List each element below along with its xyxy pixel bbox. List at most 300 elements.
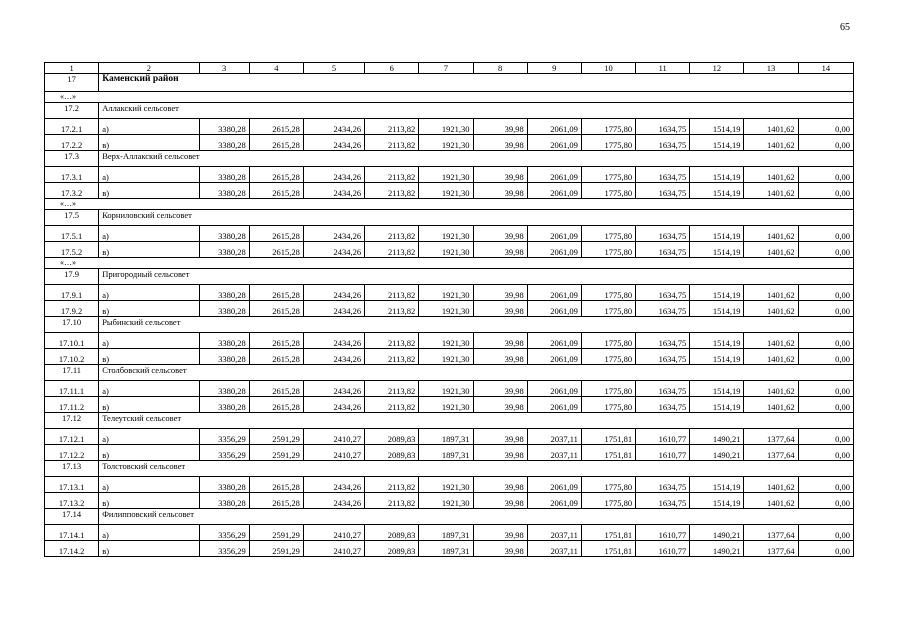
value-cell: 3356,29: [199, 525, 249, 541]
value-cell: 39,98: [473, 493, 527, 509]
value-cell: 1897,31: [419, 525, 473, 541]
value-cell: 0,00: [798, 397, 853, 413]
value-cell: 1775,80: [581, 135, 635, 151]
value-cell: 1775,80: [581, 226, 635, 242]
value-cell: 2061,09: [527, 301, 581, 317]
council-code: 17.10: [45, 317, 99, 333]
value-cell: 1921,30: [419, 381, 473, 397]
value-cell: 1401,62: [744, 301, 798, 317]
value-cell: 39,98: [473, 242, 527, 258]
row-code: 17.10.2: [45, 349, 99, 365]
row-code: 17.9.1: [45, 285, 99, 301]
value-cell: 1751,81: [581, 429, 635, 445]
value-cell: 2615,28: [249, 333, 303, 349]
value-cell: 2434,26: [303, 226, 364, 242]
value-cell: 39,98: [473, 119, 527, 135]
value-cell: 3356,29: [199, 541, 249, 557]
value-cell: 0,00: [798, 381, 853, 397]
row-code: 17.9.2: [45, 301, 99, 317]
value-cell: 1634,75: [636, 119, 690, 135]
council-row: [45, 365, 854, 381]
value-cell: 2410,27: [303, 541, 364, 557]
column-number-header: 8: [473, 63, 527, 74]
value-cell: 1921,30: [419, 226, 473, 242]
table-body: [45, 63, 854, 557]
value-cell: 1897,31: [419, 429, 473, 445]
value-cell: 1377,64: [744, 541, 798, 557]
value-cell: 1401,62: [744, 226, 798, 242]
value-cell: 2113,82: [365, 381, 419, 397]
column-number-header: 7: [419, 63, 473, 74]
value-cell: 3380,28: [199, 349, 249, 365]
row-code: 17.13.1: [45, 477, 99, 493]
value-cell: 0,00: [798, 135, 853, 151]
value-cell: 3380,28: [199, 135, 249, 151]
value-cell: 2037,11: [527, 445, 581, 461]
value-cell: 3380,28: [199, 381, 249, 397]
value-cell: 39,98: [473, 167, 527, 183]
value-cell: 1401,62: [744, 349, 798, 365]
value-cell: 1775,80: [581, 167, 635, 183]
council-name: Телеутский сельсовет: [99, 413, 854, 429]
value-cell: 1634,75: [636, 381, 690, 397]
table-row: [45, 333, 854, 349]
value-cell: 2615,28: [249, 381, 303, 397]
row-code: 17.14.1: [45, 525, 99, 541]
value-cell: 1634,75: [636, 135, 690, 151]
council-code: 17.9: [45, 269, 99, 285]
value-cell: 1775,80: [581, 381, 635, 397]
value-cell: 3380,28: [199, 333, 249, 349]
value-cell: 1514,19: [690, 226, 744, 242]
value-cell: 1401,62: [744, 242, 798, 258]
value-cell: 39,98: [473, 183, 527, 199]
table-row: [45, 119, 854, 135]
ellipsis-marker: «…»: [45, 258, 854, 269]
value-cell: 2615,28: [249, 135, 303, 151]
table-row: [45, 541, 854, 557]
value-cell: 1775,80: [581, 242, 635, 258]
value-cell: 1490,21: [690, 525, 744, 541]
value-cell: 2615,28: [249, 477, 303, 493]
column-number-header: 5: [303, 63, 364, 74]
council-row: [45, 461, 854, 477]
value-cell: 2113,82: [365, 226, 419, 242]
council-code: 17.14: [45, 509, 99, 525]
value-cell: 2615,28: [249, 397, 303, 413]
value-cell: 2061,09: [527, 333, 581, 349]
value-cell: 1897,31: [419, 541, 473, 557]
value-cell: 3356,29: [199, 429, 249, 445]
value-cell: 2615,28: [249, 119, 303, 135]
value-cell: 1514,19: [690, 493, 744, 509]
value-cell: 0,00: [798, 285, 853, 301]
value-cell: 2037,11: [527, 541, 581, 557]
value-cell: 1634,75: [636, 285, 690, 301]
value-cell: 1634,75: [636, 167, 690, 183]
value-cell: 1775,80: [581, 333, 635, 349]
row-code: 17.3.2: [45, 183, 99, 199]
value-cell: 2615,28: [249, 285, 303, 301]
value-cell: 1775,80: [581, 477, 635, 493]
council-code: 17.12: [45, 413, 99, 429]
value-cell: 2037,11: [527, 429, 581, 445]
value-cell: 2615,28: [249, 493, 303, 509]
value-cell: 39,98: [473, 381, 527, 397]
table-row: [45, 525, 854, 541]
value-cell: 1401,62: [744, 493, 798, 509]
value-cell: 1921,30: [419, 333, 473, 349]
council-name: Пригородный сельсовет: [99, 269, 854, 285]
value-cell: 39,98: [473, 285, 527, 301]
page-number: 65: [840, 22, 850, 33]
value-cell: 1921,30: [419, 301, 473, 317]
council-row: [45, 151, 854, 167]
table-row: [45, 477, 854, 493]
row-label: а): [99, 477, 199, 493]
value-cell: 2061,09: [527, 349, 581, 365]
value-cell: 0,00: [798, 493, 853, 509]
row-label: в): [99, 242, 199, 258]
value-cell: 2434,26: [303, 183, 364, 199]
row-label: в): [99, 183, 199, 199]
value-cell: 2061,09: [527, 242, 581, 258]
table-row: [45, 226, 854, 242]
council-row: [45, 509, 854, 525]
row-code: 17.11.2: [45, 397, 99, 413]
ellipsis-row: [45, 92, 854, 103]
value-cell: 0,00: [798, 226, 853, 242]
council-code: 17.2: [45, 103, 99, 119]
column-number-header: 1: [45, 63, 99, 74]
row-label: в): [99, 541, 199, 557]
value-cell: 3380,28: [199, 226, 249, 242]
row-code: 17.2.2: [45, 135, 99, 151]
value-cell: 2434,26: [303, 381, 364, 397]
value-cell: 2615,28: [249, 242, 303, 258]
table-row: [45, 183, 854, 199]
value-cell: 1401,62: [744, 381, 798, 397]
value-cell: 2113,82: [365, 167, 419, 183]
value-cell: 2061,09: [527, 226, 581, 242]
value-cell: 1401,62: [744, 477, 798, 493]
table-row: [45, 242, 854, 258]
value-cell: 1921,30: [419, 397, 473, 413]
value-cell: 2615,28: [249, 167, 303, 183]
column-number-header: 6: [365, 63, 419, 74]
value-cell: 1490,21: [690, 429, 744, 445]
row-label: в): [99, 135, 199, 151]
council-name: Аллакский сельсовет: [99, 103, 854, 119]
value-cell: 2061,09: [527, 183, 581, 199]
council-name: Рыбинский сельсовет: [99, 317, 854, 333]
value-cell: 2089,83: [365, 541, 419, 557]
row-label: а): [99, 226, 199, 242]
value-cell: 3380,28: [199, 397, 249, 413]
value-cell: 3380,28: [199, 167, 249, 183]
column-number-header: 11: [636, 63, 690, 74]
value-cell: 1401,62: [744, 167, 798, 183]
value-cell: 1897,31: [419, 445, 473, 461]
column-number-header: 4: [249, 63, 303, 74]
value-cell: 1514,19: [690, 285, 744, 301]
row-label: в): [99, 349, 199, 365]
value-cell: 3380,28: [199, 301, 249, 317]
value-cell: 2615,28: [249, 301, 303, 317]
value-cell: 2113,82: [365, 493, 419, 509]
value-cell: 2615,28: [249, 349, 303, 365]
value-cell: 1634,75: [636, 242, 690, 258]
council-name: Толстовский сельсовет: [99, 461, 854, 477]
value-cell: 1921,30: [419, 167, 473, 183]
value-cell: 39,98: [473, 226, 527, 242]
value-cell: 1514,19: [690, 381, 744, 397]
value-cell: 39,98: [473, 397, 527, 413]
column-number-header: 3: [199, 63, 249, 74]
value-cell: 2061,09: [527, 477, 581, 493]
value-cell: 39,98: [473, 541, 527, 557]
value-cell: 2113,82: [365, 349, 419, 365]
row-code: 17.12.1: [45, 429, 99, 445]
value-cell: 39,98: [473, 477, 527, 493]
row-label: в): [99, 493, 199, 509]
value-cell: 2061,09: [527, 493, 581, 509]
value-cell: 1514,19: [690, 349, 744, 365]
value-cell: 1610,77: [636, 445, 690, 461]
value-cell: 3380,28: [199, 477, 249, 493]
row-code: 17.12.2: [45, 445, 99, 461]
value-cell: 1514,19: [690, 119, 744, 135]
ellipsis-marker: «…»: [45, 199, 854, 210]
row-label: а): [99, 119, 199, 135]
value-cell: 2434,26: [303, 242, 364, 258]
value-cell: 1921,30: [419, 477, 473, 493]
value-cell: 1634,75: [636, 349, 690, 365]
column-number-header: 14: [798, 63, 853, 74]
row-code: 17.3.1: [45, 167, 99, 183]
value-cell: 2434,26: [303, 477, 364, 493]
value-cell: 2113,82: [365, 333, 419, 349]
value-cell: 1514,19: [690, 333, 744, 349]
value-cell: 0,00: [798, 183, 853, 199]
value-cell: 1401,62: [744, 397, 798, 413]
value-cell: 1401,62: [744, 285, 798, 301]
value-cell: 2591,29: [249, 429, 303, 445]
value-cell: 3380,28: [199, 242, 249, 258]
council-row: [45, 317, 854, 333]
table-row: [45, 135, 854, 151]
value-cell: 3380,28: [199, 285, 249, 301]
value-cell: 2113,82: [365, 119, 419, 135]
value-cell: 2113,82: [365, 397, 419, 413]
value-cell: 1401,62: [744, 333, 798, 349]
value-cell: 1401,62: [744, 183, 798, 199]
value-cell: 1921,30: [419, 135, 473, 151]
value-cell: 1634,75: [636, 477, 690, 493]
value-cell: 1634,75: [636, 397, 690, 413]
value-cell: 1634,75: [636, 226, 690, 242]
table-row: [45, 349, 854, 365]
council-row: [45, 210, 854, 226]
value-cell: 2061,09: [527, 135, 581, 151]
value-cell: 2615,28: [249, 226, 303, 242]
table-row: [45, 445, 854, 461]
value-cell: 2113,82: [365, 242, 419, 258]
value-cell: 0,00: [798, 349, 853, 365]
table-row: [45, 493, 854, 509]
row-label: а): [99, 333, 199, 349]
district-code: 17: [45, 74, 99, 92]
row-label: в): [99, 397, 199, 413]
value-cell: 1751,81: [581, 525, 635, 541]
value-cell: 2113,82: [365, 183, 419, 199]
value-cell: 1490,21: [690, 541, 744, 557]
row-code: 17.10.1: [45, 333, 99, 349]
value-cell: 1514,19: [690, 167, 744, 183]
row-label: в): [99, 301, 199, 317]
value-cell: 39,98: [473, 445, 527, 461]
column-number-header: 10: [581, 63, 635, 74]
value-cell: 39,98: [473, 333, 527, 349]
row-label: а): [99, 167, 199, 183]
value-cell: 1401,62: [744, 135, 798, 151]
value-cell: 0,00: [798, 477, 853, 493]
value-cell: 1751,81: [581, 541, 635, 557]
row-label: а): [99, 285, 199, 301]
table-row: [45, 301, 854, 317]
value-cell: 2434,26: [303, 333, 364, 349]
value-cell: 1634,75: [636, 301, 690, 317]
council-row: [45, 269, 854, 285]
value-cell: 1490,21: [690, 445, 744, 461]
value-cell: 2089,83: [365, 429, 419, 445]
header-row: [45, 63, 854, 74]
value-cell: 2089,83: [365, 445, 419, 461]
row-label: а): [99, 381, 199, 397]
value-cell: 2591,29: [249, 541, 303, 557]
value-cell: 3380,28: [199, 493, 249, 509]
value-cell: 1921,30: [419, 242, 473, 258]
value-cell: 2113,82: [365, 135, 419, 151]
table-row: [45, 285, 854, 301]
value-cell: 2591,29: [249, 525, 303, 541]
column-number-header: 2: [99, 63, 199, 74]
value-cell: 3380,28: [199, 119, 249, 135]
council-name: Верх-Аллакский сельсовет: [99, 151, 854, 167]
value-cell: 2037,11: [527, 525, 581, 541]
value-cell: 2434,26: [303, 301, 364, 317]
row-code: 17.13.2: [45, 493, 99, 509]
value-cell: 2410,27: [303, 429, 364, 445]
value-cell: 2434,26: [303, 397, 364, 413]
value-cell: 0,00: [798, 429, 853, 445]
district-name: Каменский район: [99, 74, 854, 92]
value-cell: 39,98: [473, 135, 527, 151]
row-label: а): [99, 429, 199, 445]
council-row: [45, 103, 854, 119]
council-name: Столбовский сельсовет: [99, 365, 854, 381]
value-cell: 2434,26: [303, 493, 364, 509]
value-cell: 1514,19: [690, 242, 744, 258]
value-cell: 2061,09: [527, 397, 581, 413]
value-cell: 1751,81: [581, 445, 635, 461]
ellipsis-row: [45, 258, 854, 269]
value-cell: 1610,77: [636, 541, 690, 557]
column-number-header: 9: [527, 63, 581, 74]
value-cell: 0,00: [798, 445, 853, 461]
tariff-table: [44, 62, 854, 557]
value-cell: 1634,75: [636, 183, 690, 199]
row-code: 17.5.1: [45, 226, 99, 242]
value-cell: 2113,82: [365, 301, 419, 317]
value-cell: 0,00: [798, 333, 853, 349]
value-cell: 2061,09: [527, 167, 581, 183]
council-row: [45, 413, 854, 429]
value-cell: 1377,64: [744, 445, 798, 461]
value-cell: 39,98: [473, 349, 527, 365]
value-cell: 1775,80: [581, 301, 635, 317]
value-cell: 1921,30: [419, 493, 473, 509]
value-cell: 2410,27: [303, 445, 364, 461]
row-code: 17.5.2: [45, 242, 99, 258]
value-cell: 1775,80: [581, 285, 635, 301]
value-cell: 2089,83: [365, 525, 419, 541]
value-cell: 3380,28: [199, 183, 249, 199]
value-cell: 1634,75: [636, 333, 690, 349]
value-cell: 0,00: [798, 301, 853, 317]
district-row: [45, 74, 854, 92]
value-cell: 1775,80: [581, 183, 635, 199]
value-cell: 1514,19: [690, 183, 744, 199]
value-cell: 1775,80: [581, 119, 635, 135]
row-code: 17.11.1: [45, 381, 99, 397]
value-cell: 1514,19: [690, 135, 744, 151]
table-row: [45, 381, 854, 397]
value-cell: 0,00: [798, 541, 853, 557]
value-cell: 39,98: [473, 525, 527, 541]
council-name: Филипповский сельсовет: [99, 509, 854, 525]
value-cell: 2591,29: [249, 445, 303, 461]
value-cell: 39,98: [473, 301, 527, 317]
row-code: 17.2.1: [45, 119, 99, 135]
value-cell: 0,00: [798, 525, 853, 541]
value-cell: 1775,80: [581, 349, 635, 365]
value-cell: 2061,09: [527, 119, 581, 135]
column-number-header: 13: [744, 63, 798, 74]
row-label: а): [99, 525, 199, 541]
value-cell: 1775,80: [581, 397, 635, 413]
value-cell: 1377,64: [744, 525, 798, 541]
value-cell: 1634,75: [636, 493, 690, 509]
value-cell: 1514,19: [690, 301, 744, 317]
value-cell: 1610,77: [636, 525, 690, 541]
value-cell: 3356,29: [199, 445, 249, 461]
value-cell: 2434,26: [303, 349, 364, 365]
ellipsis-marker: «…»: [45, 92, 854, 103]
ellipsis-row: [45, 199, 854, 210]
value-cell: 1921,30: [419, 183, 473, 199]
value-cell: 1921,30: [419, 119, 473, 135]
value-cell: 1921,30: [419, 285, 473, 301]
value-cell: 2434,26: [303, 135, 364, 151]
table-row: [45, 397, 854, 413]
value-cell: 1514,19: [690, 477, 744, 493]
value-cell: 2061,09: [527, 381, 581, 397]
value-cell: 1377,64: [744, 429, 798, 445]
value-cell: 39,98: [473, 429, 527, 445]
council-code: 17.11: [45, 365, 99, 381]
value-cell: 2434,26: [303, 285, 364, 301]
